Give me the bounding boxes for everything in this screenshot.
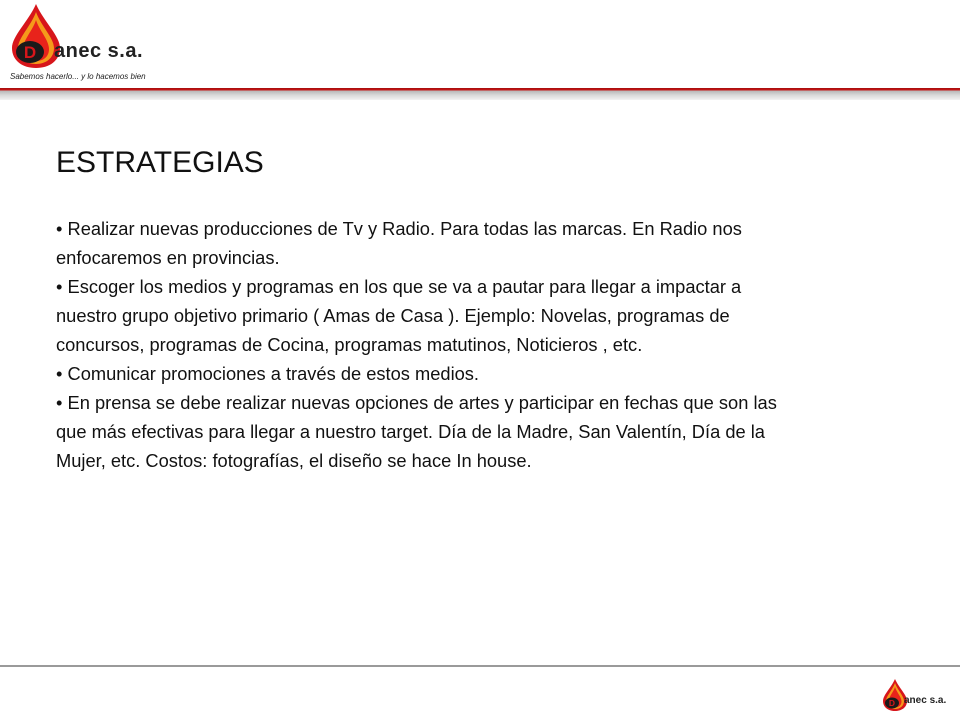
- brand-name: anec s.a.: [54, 40, 144, 62]
- svg-text:D: D: [888, 698, 896, 708]
- bullet-item: [56, 359, 796, 388]
- bullet-item: [56, 272, 796, 359]
- bullet-glyph: •: [56, 392, 63, 413]
- footer-logo: [880, 675, 960, 720]
- bullet-text: Escoger los medios y programas en los que se va a pautar para llegar a impactar a nuestro grupo objetivo primario ( Amas de Casa ). Ejemplo: Novelas, programas de concursos, programas de Cocina, programas matutinos, Noticieros , etc.: [56, 276, 742, 355]
- brand-tagline: Sabemos hacerlo... y lo hacemos bien: [10, 72, 146, 81]
- bullet-glyph: •: [56, 363, 63, 384]
- bullet-text: Realizar nuevas producciones de Tv y Radio. Para todas las marcas. En Radio nos enfocaremos en provincias.: [56, 218, 742, 268]
- bullet-glyph: •: [56, 276, 63, 297]
- bullet-glyph: •: [56, 218, 63, 239]
- header-divider: [0, 88, 960, 100]
- svg-text:D: D: [23, 43, 37, 62]
- slide-title: ESTRATEGIAS: [56, 146, 264, 179]
- footer-brand-name: anec s.a.: [904, 695, 947, 706]
- bullet-item: [56, 388, 796, 475]
- footer-divider: [0, 665, 960, 667]
- bullet-text: En prensa se debe realizar nuevas opciones de artes y participar en fechas que son las que más efectivas para llegar a nuestro target. Día de la Madre, San Valentín, Día de la Mujer, etc. Costos: fotografías, el diseño se hace In house.: [56, 392, 777, 471]
- slide-body: [56, 214, 796, 475]
- bullet-text: Comunicar promociones a través de estos medios.: [67, 363, 480, 384]
- bullet-item: [56, 214, 796, 272]
- header-logo: [6, 2, 156, 84]
